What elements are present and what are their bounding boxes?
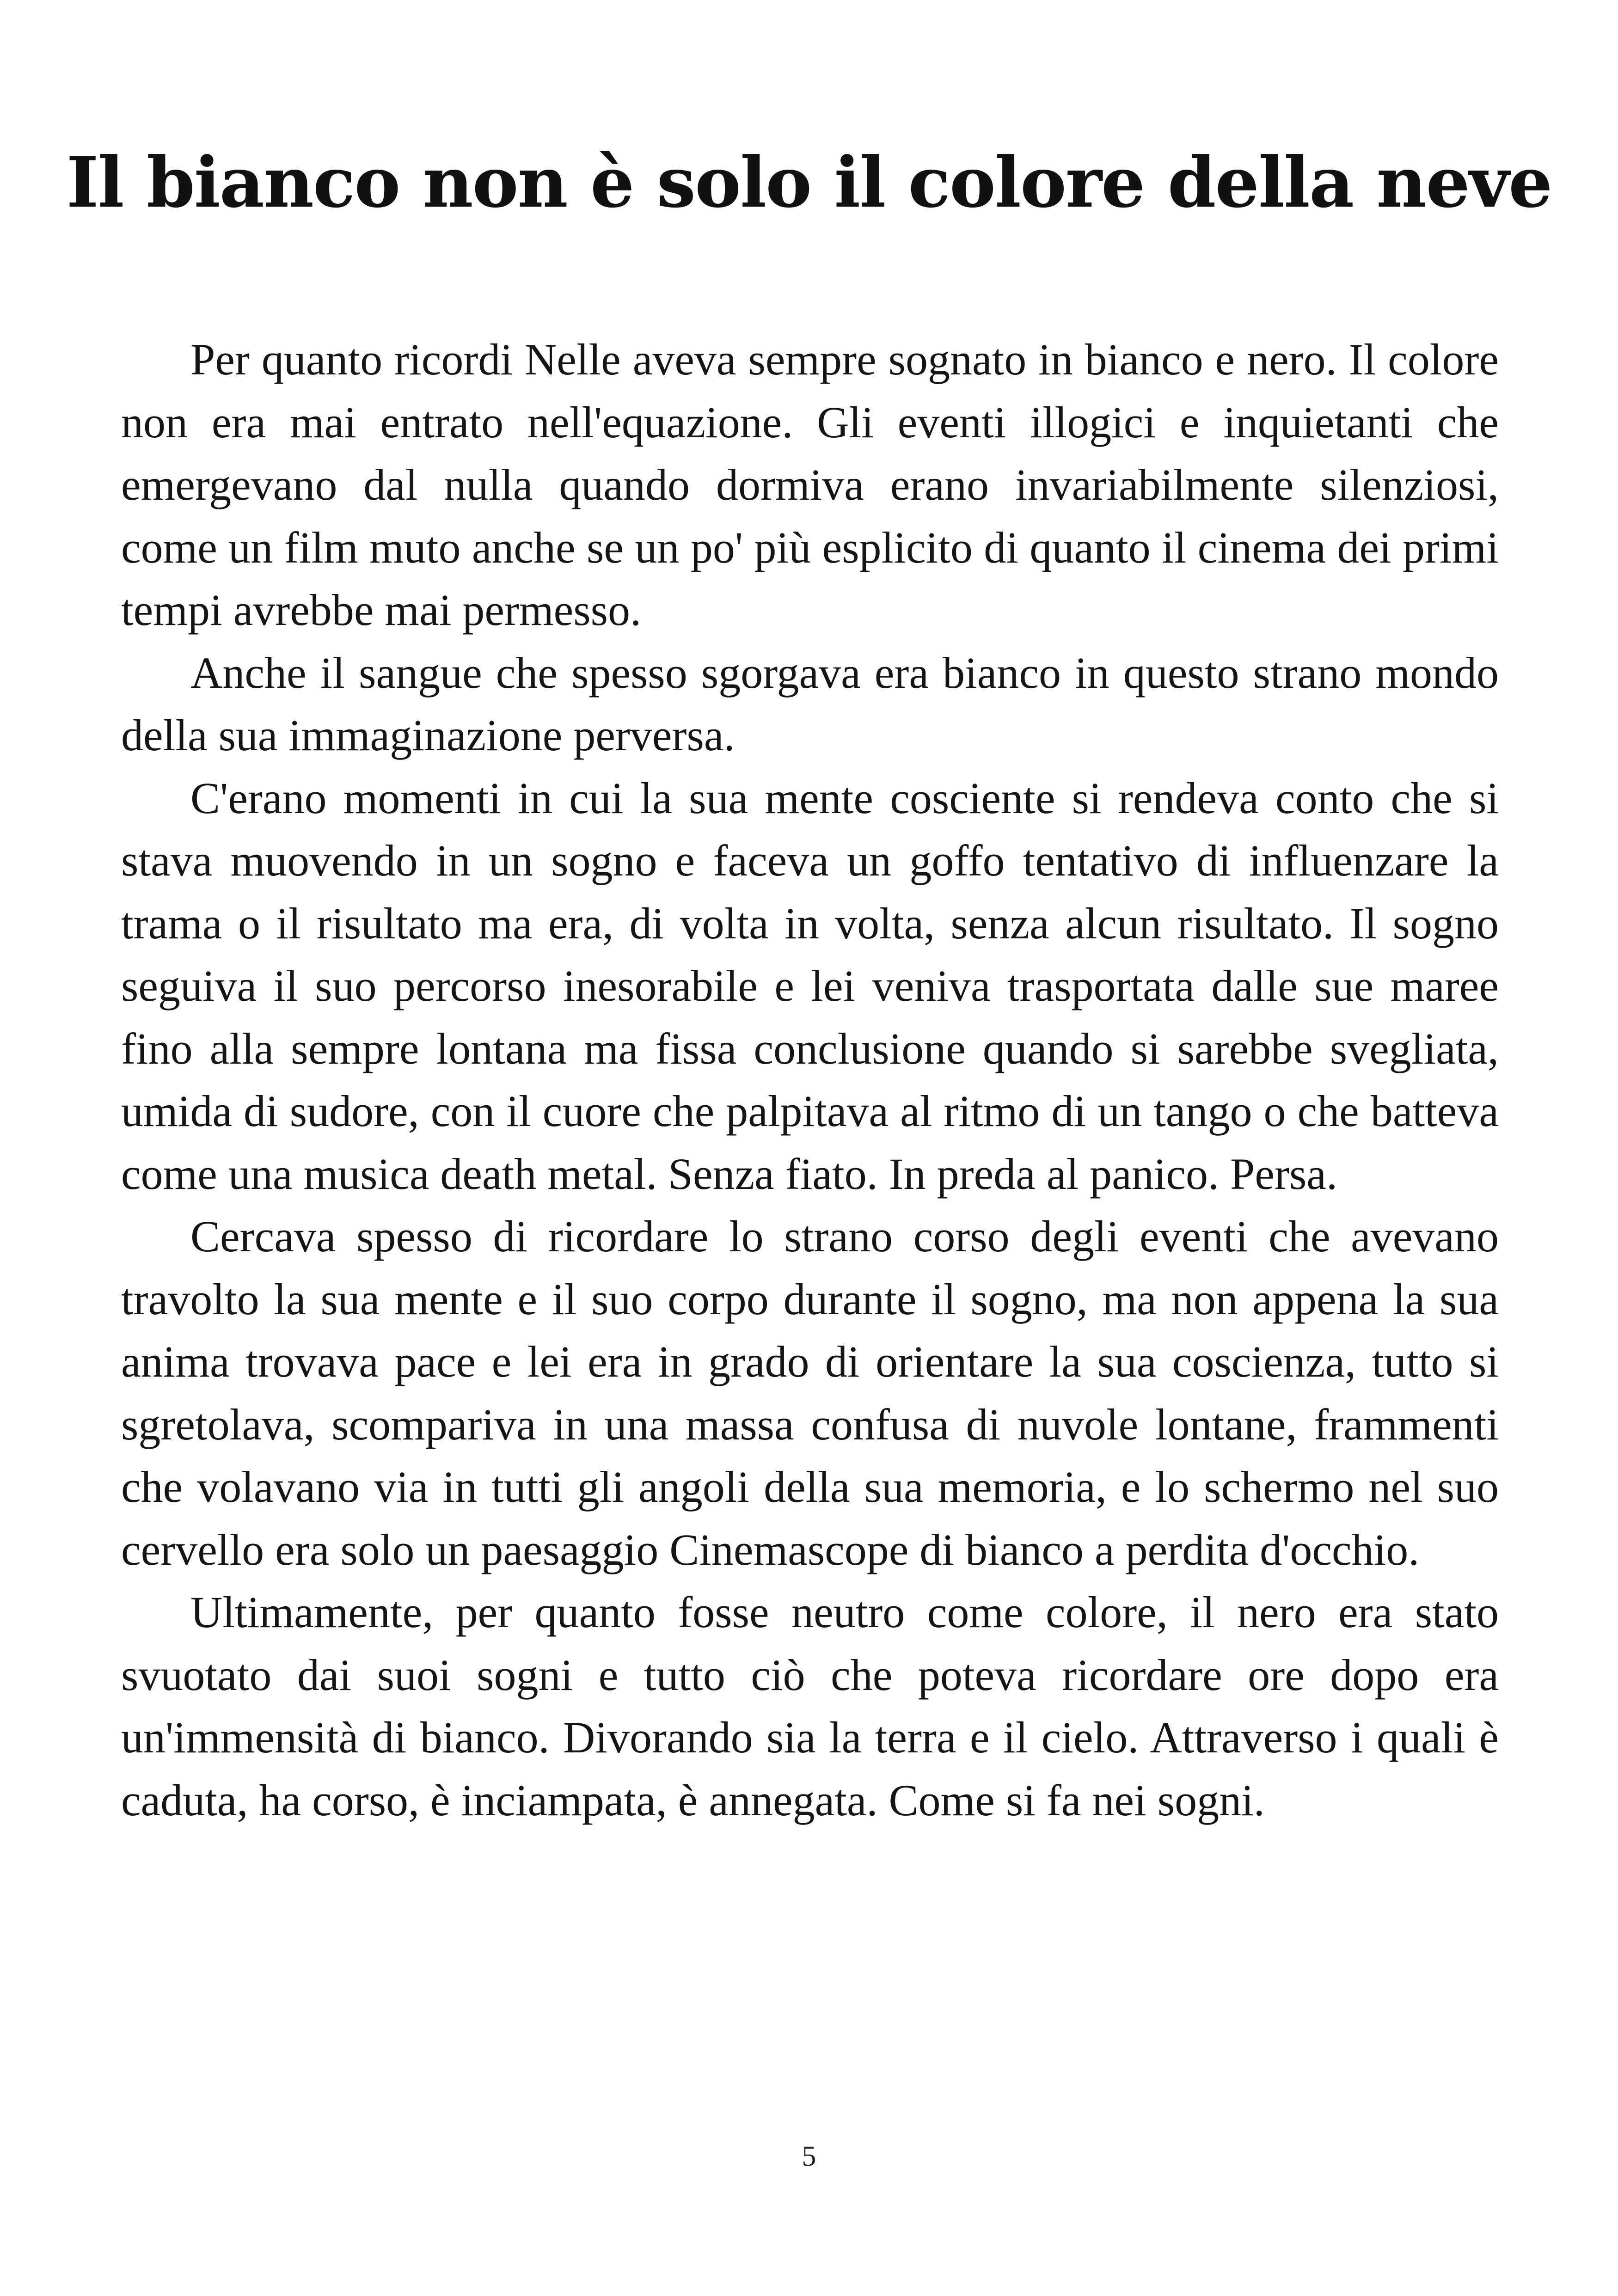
paragraph: Ultimamente, per quanto fosse neutro come colore, il nero era stato svuotato dai suoi sogni e tutto ciò che poteva ricordare ore dopo era un'immensità di bianco. Divorando sia la terra e il cielo. Attraverso i quali è caduta, ha corso, è inciampata, è annegata. Come si fa nei sogni. [121, 1587, 1499, 1825]
page-number: 5 [802, 2141, 816, 2172]
chapter-body [121, 328, 1499, 1831]
chapter-title: Il bianco non è solo il colore della neve [66, 142, 1552, 223]
paragraph: Per quanto ricordi Nelle aveva sempre sognato in bianco e nero. Il colore non era mai entrato nell'equazione. Gli eventi illogici e inquietanti che emergevano dal nulla quando dormiva erano invariabilmente silenziosi, come un film muto anche se un po' più esplicito di quanto il cinema dei primi tempi avrebbe mai permesso. [121, 335, 1499, 635]
paragraph: C'erano momenti in cui la sua mente cosciente si rendeva conto che si stava muovendo in un sogno e faceva un goffo tentativo di influenzare la trama o il risultato ma era, di volta in volta, senza alcun risultato. Il sogno seguiva il suo percorso inesorabile e lei veniva trasportata dalle sue maree fino alla sempre lontana ma fissa conclusione quando si sarebbe svegliata, umida di sudore, con il cuore che palpitava al ritmo di un tango o che batteva come una musica death metal. Senza fiato. In preda al panico. Persa. [121, 773, 1499, 1199]
paragraph: Anche il sangue che spesso sgorgava era bianco in questo strano mondo della sua immaginazione perversa. [121, 648, 1499, 760]
paragraph: Cercava spesso di ricordare lo strano corso degli eventi che avevano travolto la sua mente e il suo corpo durante il sogno, ma non appena la sua anima trovava pace e lei era in grado di orientare la sua coscienza, tutto si sgretolava, scompariva in una massa confusa di nuvole lontane, frammenti che volavano via in tutti gli angoli della sua memoria, e lo schermo nel suo cervello era solo un paesaggio Cinemascope di bianco a perdita d'occhio. [121, 1212, 1499, 1574]
